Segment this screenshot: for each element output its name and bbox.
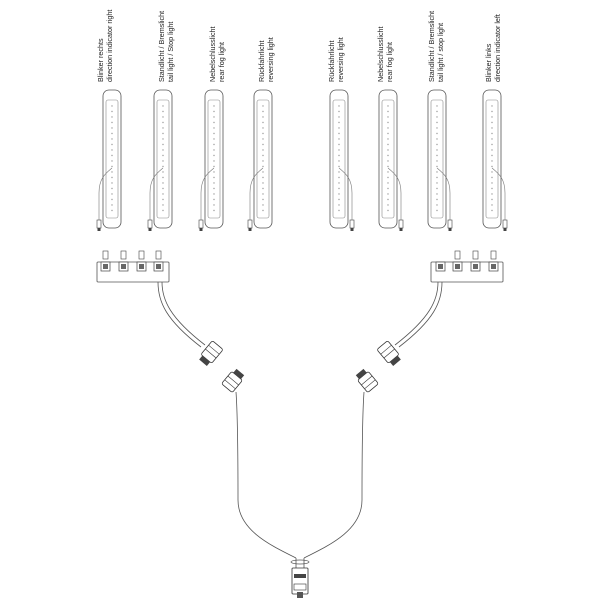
lamp-plug-icon [248,220,252,228]
connector-left-upper [377,341,403,368]
label-group-lamp-3 [208,26,226,82]
lamp-5-label-de: Rückfahrlicht [327,40,336,82]
lamp-8-label-en: direction indicator left [493,14,502,82]
lamp-2-label-de: Standlicht / Bremslicht [157,10,166,82]
lamp-6-label-en: rear fog light [385,42,394,82]
lamp-plug-icon [97,220,101,228]
lamp-5 [330,90,354,231]
lamp-plug-icon [148,220,152,228]
label-group-lamp-8 [484,14,502,82]
label-group-lamp-5 [327,37,345,82]
lamp-1 [97,90,121,231]
lamp-plug-icon [199,220,203,228]
connector-left-lower [354,368,378,393]
lamp-4-label-en: reversing light [266,37,275,82]
lamp-8 [483,90,507,231]
lamp-7-label-en: tail light / stop light [436,22,445,82]
lamp-plug-icon [399,220,403,228]
lamp-plug-icon [448,220,452,228]
label-group-lamp-2 [157,11,175,82]
label-group-lamp-6 [376,26,394,82]
lamps-layer [97,90,507,231]
lamp-6-label-de: Nebelschlusslicht [376,26,385,82]
lamp-3 [199,90,223,231]
main-plug [291,558,309,598]
label-group-lamp-7 [427,11,445,82]
lamp-6 [379,90,403,231]
lamp-7-label-de: Standlicht / Bremslicht [427,10,436,82]
junction-box-left [431,251,503,282]
lamp-2 [148,90,172,231]
connector-right-lower [221,368,245,393]
lamp-8-label-de: Blinker links [484,43,493,82]
lamp-plug-icon [503,220,507,228]
connector-right-upper [198,341,224,368]
lamp-1-label-en: direction indicator right [105,9,114,82]
label-group-lamp-4 [257,37,275,82]
lamp-4-label-de: Rückfahrlicht [257,40,266,82]
main-cables [158,282,442,558]
lamp-3-label-en: rear fog light [217,42,226,82]
lamp-7 [428,90,452,231]
lamp-2-label-en: tail light / Stop light [166,21,175,82]
lamp-1-label-de: Blinker rechts [96,38,105,82]
lamp-plug-icon [350,220,354,228]
lamp-4 [248,90,272,231]
lamp-5-label-en: reversing light [336,37,345,82]
label-group-lamp-1 [96,10,114,82]
junction-box-right [97,251,169,282]
lamp-3-label-de: Nebelschlusslicht [208,26,217,82]
